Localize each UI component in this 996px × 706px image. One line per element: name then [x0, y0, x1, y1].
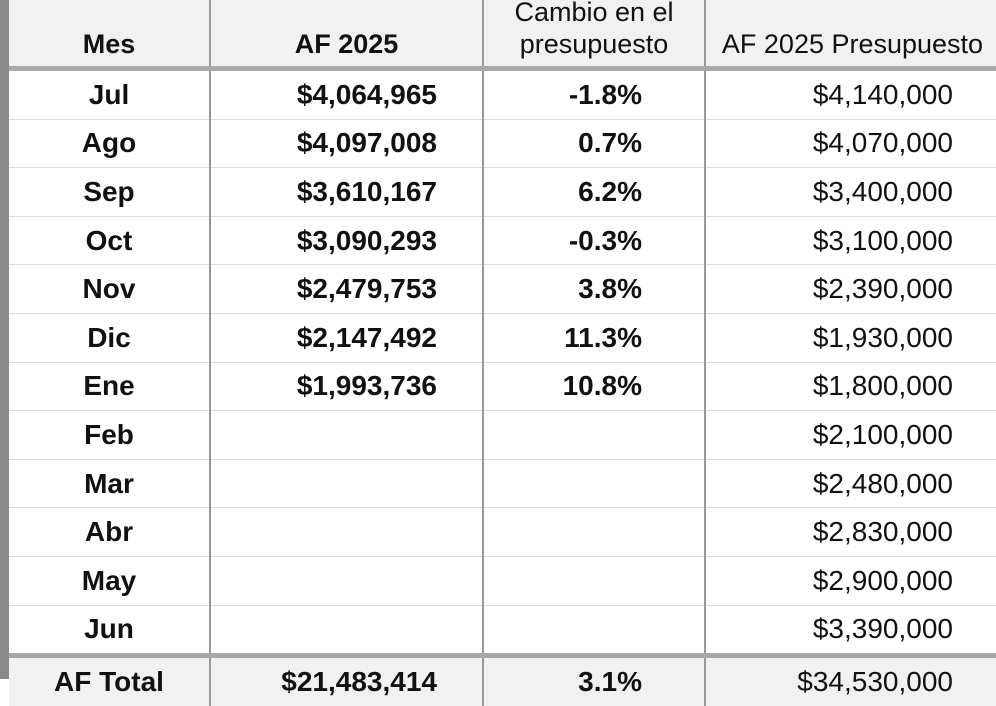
cell-month: May — [9, 556, 210, 605]
left-border — [0, 0, 9, 679]
cell-budget: $3,100,000 — [705, 216, 996, 265]
cell-month: Sep — [9, 168, 210, 217]
cell-change: -0.3% — [483, 216, 705, 265]
cell-actual: $3,610,167 — [210, 168, 483, 217]
cell-month: Dic — [9, 313, 210, 362]
cell-change: 3.1% — [483, 656, 705, 706]
cell-month: Abr — [9, 508, 210, 557]
table-row — [9, 508, 996, 557]
header-budget: AF 2025 Presupuesto — [705, 0, 996, 69]
cell-actual — [210, 556, 483, 605]
cell-actual — [210, 411, 483, 460]
cell-budget: $2,900,000 — [705, 556, 996, 605]
cell-budget: $1,800,000 — [705, 362, 996, 411]
table-row — [9, 411, 996, 460]
cell-budget: $4,070,000 — [705, 119, 996, 168]
cell-change — [483, 605, 705, 656]
cell-change: 11.3% — [483, 313, 705, 362]
cell-change — [483, 459, 705, 508]
cell-actual: $2,147,492 — [210, 313, 483, 362]
cell-actual: $21,483,414 — [210, 656, 483, 706]
cell-actual: $4,097,008 — [210, 119, 483, 168]
cell-month: Mar — [9, 459, 210, 508]
table-row — [9, 119, 996, 168]
header-month: Mes — [9, 0, 210, 69]
cell-month: Jul — [9, 69, 210, 120]
cell-change: 0.7% — [483, 119, 705, 168]
cell-budget: $34,530,000 — [705, 656, 996, 706]
cell-change: 3.8% — [483, 265, 705, 314]
cell-budget: $4,140,000 — [705, 69, 996, 120]
cell-change — [483, 508, 705, 557]
cell-budget: $2,390,000 — [705, 265, 996, 314]
cell-month: Oct — [9, 216, 210, 265]
table-row — [9, 605, 996, 656]
cell-change — [483, 411, 705, 460]
cell-budget: $2,830,000 — [705, 508, 996, 557]
cell-actual — [210, 508, 483, 557]
cell-budget: $3,390,000 — [705, 605, 996, 656]
table-row — [9, 69, 996, 120]
table-row — [9, 459, 996, 508]
cell-actual: $1,993,736 — [210, 362, 483, 411]
header-actual: AF 2025 — [210, 0, 483, 69]
cell-change: -1.8% — [483, 69, 705, 120]
table-row — [9, 216, 996, 265]
table-row — [9, 265, 996, 314]
table-row — [9, 362, 996, 411]
header-change: Cambio en el presupuesto — [483, 0, 705, 69]
cell-actual — [210, 459, 483, 508]
cell-month: AF Total — [9, 656, 210, 706]
cell-change: 10.8% — [483, 362, 705, 411]
cell-month: Feb — [9, 411, 210, 460]
cell-budget: $2,480,000 — [705, 459, 996, 508]
table-row — [9, 168, 996, 217]
cell-month: Ene — [9, 362, 210, 411]
table-row — [9, 313, 996, 362]
cell-actual: $2,479,753 — [210, 265, 483, 314]
cell-budget: $2,100,000 — [705, 411, 996, 460]
cell-month: Jun — [9, 605, 210, 656]
cell-change — [483, 556, 705, 605]
cell-change: 6.2% — [483, 168, 705, 217]
budget-table — [9, 0, 996, 706]
cell-actual: $3,090,293 — [210, 216, 483, 265]
cell-month: Nov — [9, 265, 210, 314]
table-row — [9, 556, 996, 605]
total-row — [9, 656, 996, 706]
header-row — [9, 0, 996, 69]
cell-actual: $4,064,965 — [210, 69, 483, 120]
cell-actual — [210, 605, 483, 656]
cell-month: Ago — [9, 119, 210, 168]
cell-budget: $1,930,000 — [705, 313, 996, 362]
cell-budget: $3,400,000 — [705, 168, 996, 217]
